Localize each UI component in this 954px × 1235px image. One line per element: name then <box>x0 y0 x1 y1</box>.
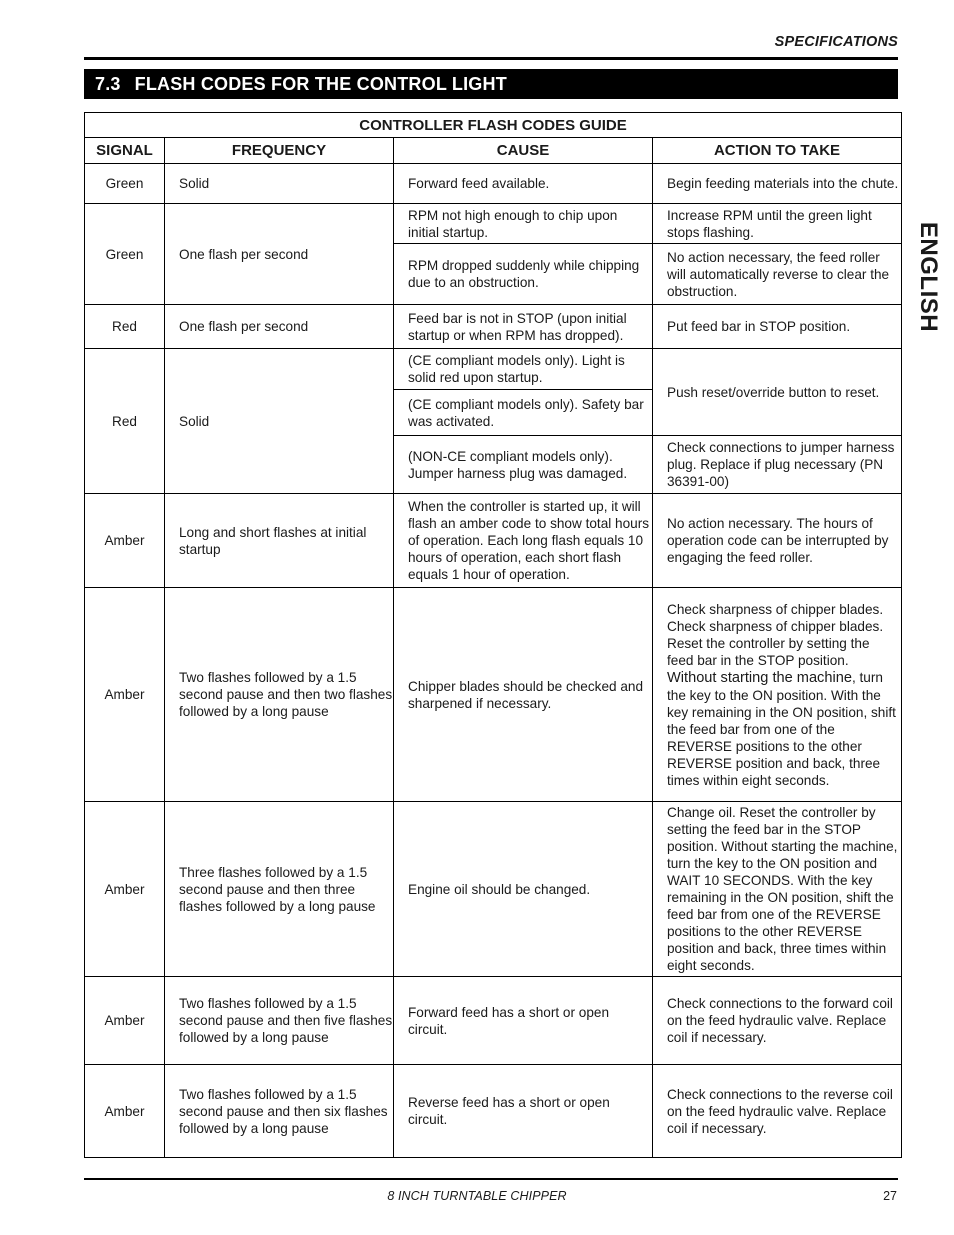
language-label: ENGLISH <box>915 221 942 333</box>
column-header-cause: CAUSE <box>394 138 653 164</box>
table-row <box>85 305 902 349</box>
column-header-signal: SIGNAL <box>85 138 165 164</box>
signal-cell: Amber <box>85 802 165 977</box>
table-row <box>85 494 902 588</box>
table-row <box>85 588 902 802</box>
action-text-emphasis: Without starting the machine <box>667 669 852 686</box>
frequency-cell: One flash per second <box>165 204 394 305</box>
cause-cell: Forward feed has a short or open circuit. <box>394 977 653 1065</box>
cause-cell: Engine oil should be changed. <box>394 802 653 977</box>
column-header-frequency: FREQUENCY <box>165 138 394 164</box>
cause-cell: (CE compliant models only). Safety bar was activated. <box>394 390 653 436</box>
frequency-cell: Two flashes followed by a 1.5 second pause and then six flashes followed by a long pause <box>165 1065 394 1158</box>
cause-cell: When the controller is started up, it will flash an amber code to show total hours of operation. Each long flash equals 10 hours of operation, each short flash equals 1 hour of operation. <box>394 494 653 588</box>
action-cell: No action necessary. The hours of operation code can be interrupted by engaging the feed roller. <box>653 494 902 588</box>
table-header-row <box>85 138 902 164</box>
cause-cell: Forward feed available. <box>394 164 653 204</box>
section-heading <box>84 69 898 99</box>
signal-cell: Amber <box>85 494 165 588</box>
action-text: Check sharpness of chipper blades. Check sharpness of chipper blades. Reset the controller by setting the feed bar in the STOP position. <box>667 601 884 668</box>
table-title: CONTROLLER FLASH CODES GUIDE <box>85 113 902 138</box>
cause-cell: Reverse feed has a short or open circuit. <box>394 1065 653 1158</box>
table-row <box>85 204 902 244</box>
frequency-cell: One flash per second <box>165 305 394 349</box>
frequency-cell: Three flashes followed by a 1.5 second pause and then three flashes followed by a long pause <box>165 802 394 977</box>
action-cell: No action necessary, the feed roller will automatically reverse to clear the obstruction. <box>653 244 902 305</box>
action-text: , turn the key to the ON position. With the key remaining in the ON position, shift the feed bar from one of the REVERSE positions to the other REVERSE position and back, three times within eight seconds. <box>667 669 896 788</box>
cause-cell: (NON-CE compliant models only). Jumper harness plug was damaged. <box>394 436 653 494</box>
signal-cell: Amber <box>85 977 165 1065</box>
language-side-tab <box>902 222 954 332</box>
signal-cell: Red <box>85 349 165 494</box>
bottom-rule <box>84 1178 898 1180</box>
flash-codes-table <box>84 112 902 1158</box>
frequency-cell: Long and short flashes at initial startup <box>165 494 394 588</box>
section-title: FLASH CODES FOR THE CONTROL LIGHT <box>134 74 507 94</box>
cause-cell: (CE compliant models only). Light is solid red upon startup. <box>394 349 653 390</box>
action-cell: Increase RPM until the green light stops flashing. <box>653 204 902 244</box>
table-row <box>85 802 902 977</box>
cause-cell: RPM dropped suddenly while chipping due to an obstruction. <box>394 244 653 305</box>
frequency-cell: Solid <box>165 164 394 204</box>
signal-cell: Red <box>85 305 165 349</box>
action-cell: Check connections to the forward coil on the feed hydraulic valve. Replace coil if necessary. <box>653 977 902 1065</box>
table-row <box>85 977 902 1065</box>
signal-cell: Amber <box>85 588 165 802</box>
running-head: SPECIFICATIONS <box>774 34 898 50</box>
cause-cell: Chipper blades should be checked and sharpened if necessary. <box>394 588 653 802</box>
table-row <box>85 1065 902 1158</box>
cause-cell: RPM not high enough to chip upon initial startup. <box>394 204 653 244</box>
section-number: 7.3 <box>95 74 121 94</box>
signal-cell: Green <box>85 164 165 204</box>
column-header-action: ACTION TO TAKE <box>653 138 902 164</box>
page-number: 27 <box>883 1189 897 1203</box>
table-row <box>85 349 902 390</box>
top-rule <box>84 57 898 60</box>
action-cell: Put feed bar in STOP position. <box>653 305 902 349</box>
frequency-cell: Two flashes followed by a 1.5 second pause and then five flashes followed by a long pause <box>165 977 394 1065</box>
signal-cell: Amber <box>85 1065 165 1158</box>
table-row <box>85 164 902 204</box>
frequency-cell: Two flashes followed by a 1.5 second pause and then two flashes followed by a long pause <box>165 588 394 802</box>
action-cell: Push reset/override button to reset. <box>653 349 902 436</box>
frequency-cell: Solid <box>165 349 394 494</box>
footer-title: 8 INCH TURNTABLE CHIPPER <box>387 1189 567 1203</box>
action-cell: Check connections to jumper harness plug. Replace if plug necessary (PN 36391-00) <box>653 436 902 494</box>
cause-cell: Feed bar is not in STOP (upon initial startup or when RPM has dropped). <box>394 305 653 349</box>
action-cell: Check connections to the reverse coil on the feed hydraulic valve. Replace coil if necessary. <box>653 1065 902 1158</box>
action-cell <box>653 588 902 802</box>
signal-cell: Green <box>85 204 165 305</box>
action-cell: Change oil. Reset the controller by setting the feed bar in the STOP position. Without starting the machine, turn the key to the ON position and WAIT 10 SECONDS. With the key remaining in the ON position, shift the feed bar from one of the REVERSE positions to the other REVERSE position and back, three times within eight seconds. <box>653 802 902 977</box>
action-cell: Begin feeding materials into the chute. <box>653 164 902 204</box>
